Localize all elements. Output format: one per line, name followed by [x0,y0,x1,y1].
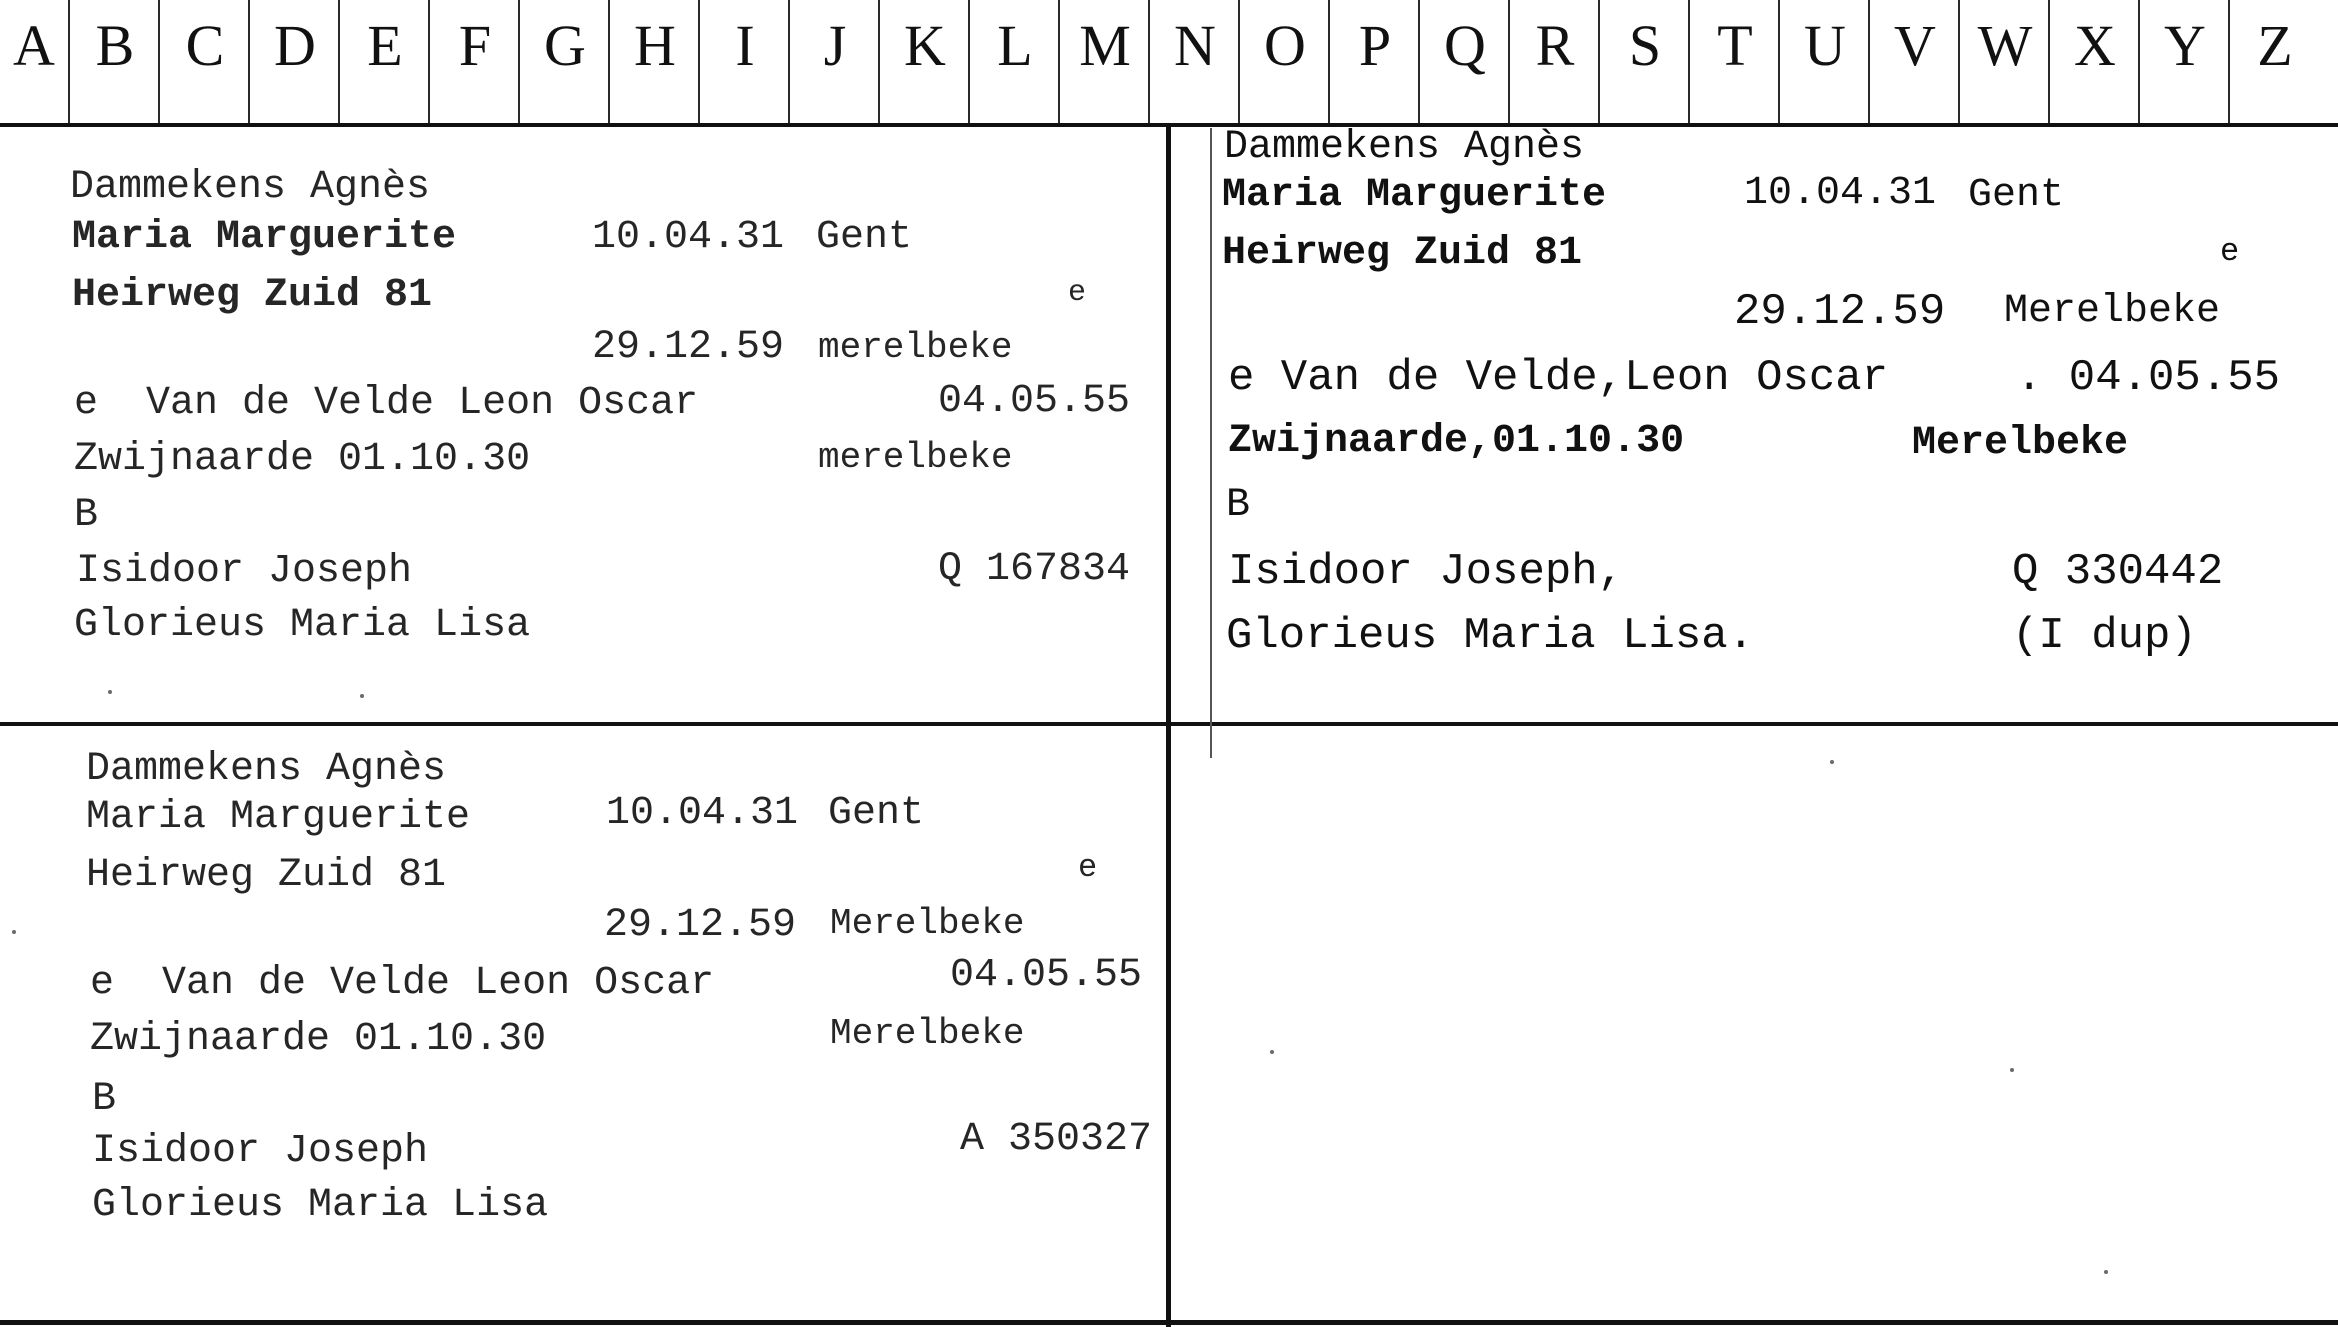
bottom-border [0,1320,2338,1325]
marriage-date: 04.05.55 [938,379,1131,424]
index-letter-label: T [1717,13,1753,78]
index-letter-u [1778,0,1870,123]
index-letter-l [968,0,1060,123]
index-letter-label: Y [2164,13,2206,78]
change-place: Merelbeke [830,903,1025,944]
change-date: 29.12.59 [604,903,797,948]
index-letter-i [698,0,790,123]
scan-speck [2104,1270,2108,1274]
mark-e: e [1078,849,1098,886]
marriage-date: 04.05.55 [950,953,1143,998]
mother-name: Glorieus Maria Lisa [74,603,531,648]
scan-speck [1270,1050,1274,1054]
index-letter-j [788,0,880,123]
birth-date: 10.04.31 [606,791,799,836]
index-letter-c [158,0,250,123]
index-letter-label: A [13,13,55,78]
card-edge-line [1210,128,1212,758]
mother-name: Glorieus Maria Lisa [92,1183,549,1228]
mother-name: Glorieus Maria Lisa. [1226,611,1755,661]
index-letter-label: W [1977,13,2033,78]
index-letter-o [1238,0,1330,123]
index-letter-label: E [367,13,403,78]
index-letter-r [1508,0,1600,123]
index-letter-p [1328,0,1420,123]
index-letter-e [338,0,430,123]
surname: Dammekens Agnès [86,747,447,792]
index-letter-f [428,0,520,123]
index-letter-s [1598,0,1690,123]
birth-place: Gent [816,215,913,260]
index-letter-w [1958,0,2050,123]
category-letter: B [92,1077,117,1122]
surname: Dammekens Agnès [1224,125,1585,170]
marriage-place: Merelbeke [1912,421,2129,466]
given-names: Maria Marguerite [86,795,471,840]
address: Heirweg Zuid 81 [1222,231,1583,276]
reference-number: Q 330442 [2012,547,2224,597]
index-letter-label: Q [1444,13,1486,78]
reference-number: A 350327 [960,1117,1153,1162]
index-letter-label: H [634,13,676,78]
birth-place: Gent [1968,173,2065,218]
scan-speck [360,694,364,698]
index-letter-label: B [95,13,135,78]
father-name: Isidoor Joseph, [1228,547,1625,597]
mark-e: e [2220,233,2240,270]
index-letter-label: L [997,13,1033,78]
marriage-date: . 04.05.55 [2016,353,2281,403]
index-letter-label: U [1804,13,1846,78]
spouse-name: e Van de Velde Leon Oscar [90,961,715,1006]
scan-speck [108,690,112,694]
spouse-name: e Van de Velde Leon Oscar [74,381,699,426]
spouse-birth: Zwijnaarde 01.10.30 [74,437,531,482]
index-letter-m [1058,0,1150,123]
index-letter-n [1148,0,1240,123]
birth-date: 10.04.31 [1744,171,1937,216]
index-letter-label: N [1174,13,1216,78]
index-letter-label: X [2074,13,2116,78]
index-letter-label: D [274,13,316,78]
duplicate-note: (I dup) [2012,611,2197,661]
change-date: 29.12.59 [1734,287,1946,337]
index-letter-label: O [1264,13,1306,78]
change-place: merelbeke [818,327,1013,368]
index-letter-d [248,0,340,123]
index-letter-g [518,0,610,123]
change-date: 29.12.59 [592,325,785,370]
index-letter-label: C [185,13,225,78]
index-letter-label: J [823,13,847,78]
mark-e: e [1068,276,1087,310]
index-letter-label: Z [2257,13,2293,78]
scan-speck [1830,760,1834,764]
reference-number: Q 167834 [938,547,1131,592]
index-letter-v [1868,0,1960,123]
index-letter-q [1418,0,1510,123]
spouse-name: e Van de Velde,Leon Oscar [1228,353,1889,403]
birth-place: Gent [828,791,925,836]
index-letter-y [2138,0,2230,123]
index-letter-label: I [735,13,755,78]
category-letter: B [74,493,99,538]
birth-date: 10.04.31 [592,215,785,260]
marriage-place: Merelbeke [830,1013,1025,1054]
father-name: Isidoor Joseph [92,1129,429,1174]
index-letter-b [68,0,160,123]
scan-speck [2010,1068,2014,1072]
marriage-place: merelbeke [818,437,1013,478]
spouse-birth: Zwijnaarde 01.10.30 [90,1017,547,1062]
spouse-birth: Zwijnaarde,01.10.30 [1228,419,1685,464]
index-letter-label: M [1079,13,1131,78]
index-letter-k [878,0,970,123]
index-letter-label: P [1358,13,1392,78]
index-letter-label: G [544,13,586,78]
index-letter-label: R [1535,13,1575,78]
index-letter-label: V [1894,13,1936,78]
index-letter-label: S [1628,13,1662,78]
horizontal-divider [0,722,2338,726]
given-names: Maria Marguerite [72,215,457,260]
address: Heirweg Zuid 81 [72,273,433,318]
scan-speck [12,930,16,934]
address: Heirweg Zuid 81 [86,853,447,898]
index-letter-x [2048,0,2140,123]
index-letter-z [2228,0,2320,123]
index-letter-label: F [458,13,492,78]
change-place: Merelbeke [2004,289,2221,334]
index-letter-label: K [904,13,946,78]
category-letter: B [1226,483,1251,528]
given-names: Maria Marguerite [1222,173,1607,218]
index-letter-t [1688,0,1780,123]
index-letter-h [608,0,700,123]
surname: Dammekens Agnès [70,165,431,210]
index-letter-a [0,0,68,123]
alphabet-index-row [0,0,2338,127]
father-name: Isidoor Joseph [76,549,413,594]
